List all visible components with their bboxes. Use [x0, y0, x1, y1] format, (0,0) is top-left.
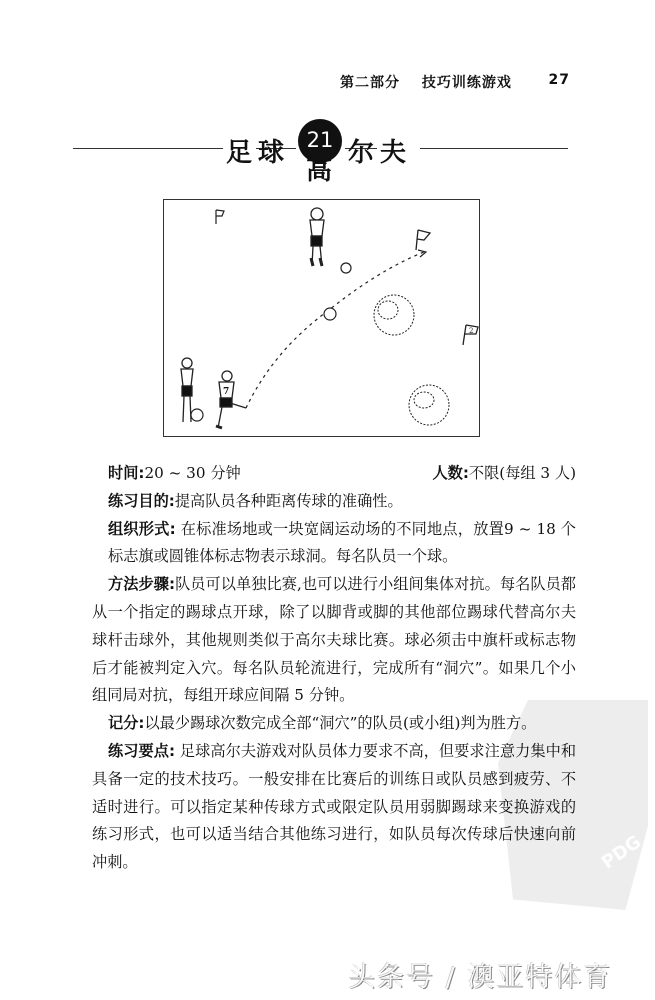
running-head-chapter: 技巧训练游戏: [421, 75, 512, 91]
illustration-svg: [164, 200, 481, 438]
player-kicking-7-icon: [216, 371, 246, 428]
source-watermark: 头条号 / 澳亚特体育: [348, 962, 613, 993]
title-rule-left: [73, 148, 223, 149]
title-rule-right: [420, 148, 568, 149]
section-label: 方法步骤:: [108, 575, 176, 594]
section-text: 队员可以单独比赛,也可以进行小组间集体对抗。每名队员都从一个指定的踢球点开球，除了以脚背或脚的其他部位踢球代替高尔夫球杆击球外，其他规则类似于高尔夫球比赛。球必须击中旗杆或标志物后才能被判定入穴。每名队员轮流进行，完成所有“洞穴”。如果几个小组同局对抗，每组开球应间隔 5 分钟。: [92, 575, 576, 705]
section-text: 在标准场地或一块宽阔运动场的不同地点，放置9 ~ 18 个标志旗或圆锥体标志物表示球洞。每名队员一个球。: [108, 519, 576, 566]
running-head-section: 第二部分: [340, 75, 400, 91]
people-label: 人数:: [432, 464, 469, 482]
time-label: 时间:: [108, 464, 145, 482]
svg-text:7: 7: [223, 387, 230, 397]
section-scoring: [92, 710, 576, 738]
section-label: 组织形式:: [108, 519, 176, 538]
chapter-number-badge: 21: [298, 119, 342, 163]
section-label: 练习目的:: [108, 491, 175, 510]
section-text: 以最少踢球次数完成全部“洞穴”的队员(或小组)判为胜方。: [144, 714, 537, 733]
people-value: 不限(每组 3 人): [468, 464, 576, 482]
flag-right-icon: [463, 325, 478, 345]
running-head: [340, 72, 570, 92]
stamp-text: PDG: [597, 831, 646, 874]
flag-target-icon: [416, 230, 430, 250]
player-standing-top-icon: [310, 208, 324, 266]
section-organization: [92, 516, 576, 572]
section-label: 练习要点:: [108, 741, 176, 760]
trajectory-line: [246, 252, 424, 408]
title-left-part: 足球: [226, 138, 291, 168]
section-method: [92, 571, 576, 710]
section-text: 提高队员各种距离传球的准确性。: [174, 491, 403, 510]
section-label: 记分:: [108, 714, 145, 733]
ball-ground-icon: [191, 409, 203, 421]
bush-middle-icon: [374, 295, 414, 335]
ball-top-icon: [341, 263, 351, 273]
people-info: [432, 460, 576, 488]
time-info: [108, 460, 241, 488]
soccer-golf-illustration: [163, 199, 480, 437]
library-stamp: [498, 700, 648, 910]
meta-row: [108, 460, 576, 488]
ball-flight-icon: [324, 308, 336, 320]
bush-bottom-icon: [409, 385, 449, 425]
section-text: 足球高尔夫游戏对队员体力要求不高，但要求注意力集中和具备一定的技术技巧。一般安排在比赛后的训练日或队员感到疲劳、不适时进行。可以指定某种传球方式或限定队员用弱脚踢球来变换游戏的练习形式，也可以适当结合其他练习进行，如队员每次传球后快速向前冲刺。: [92, 741, 577, 872]
section-purpose: [108, 488, 576, 516]
title-right-part: 尔夫: [348, 138, 413, 168]
page-number: 27: [548, 72, 570, 88]
title-center-char: 高: [306, 156, 333, 186]
time-value: 20 ~ 30 分钟: [144, 464, 241, 482]
svg-text:2: 2: [469, 327, 474, 335]
flag-top-left-icon: [216, 210, 224, 224]
